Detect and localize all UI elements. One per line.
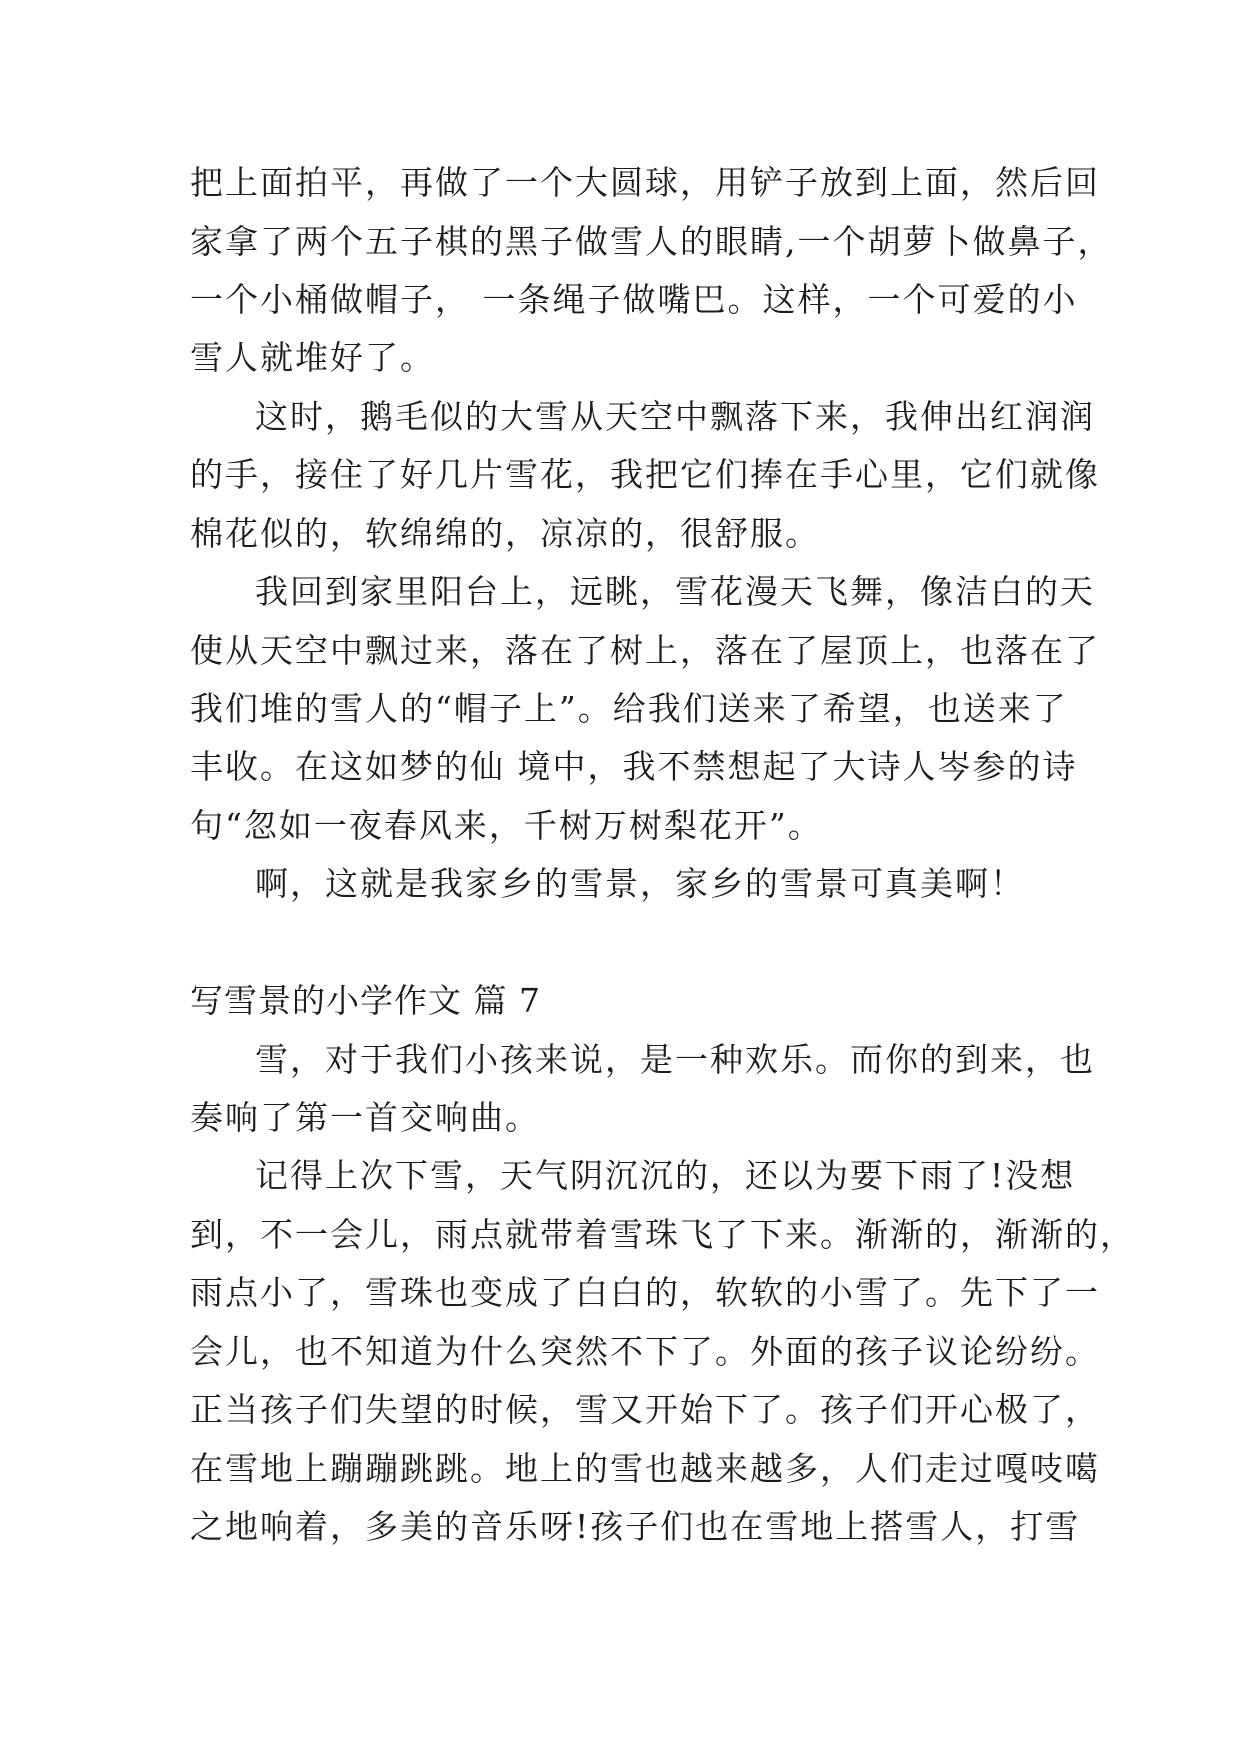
paragraph-line: 啊，这就是我家乡的雪景，家乡的雪景可真美啊！	[255, 864, 1025, 903]
paragraph-line: 丰收。在这如梦的仙 境中，我不禁想起了大诗人岑参的诗	[190, 747, 1078, 786]
paragraph-line: 句“忽如一夜春风来，千树万树梨花开”。	[190, 806, 823, 845]
paragraph-line: 使从天空中飘过来，落在了树上，落在了屋顶上，也落在了	[190, 631, 1100, 670]
paragraph-line: 奏响了第一首交响曲。	[190, 1098, 540, 1137]
paragraph-line: 之地响着，多美的音乐呀!孩子们也在雪地上搭雪人，打雪	[190, 1507, 1081, 1546]
paragraph-line: 家拿了两个五子棋的黑子做雪人的眼睛,一个胡萝卜做鼻子，	[190, 222, 1113, 261]
paragraph-line: 记得上次下雪，天气阴沉沉的，还以为要下雨了!没想	[255, 1156, 1076, 1195]
paragraph-line: 会儿，也不知道为什么突然不下了。外面的孩子议论纷纷。	[190, 1332, 1100, 1371]
section-heading: 写雪景的小学作文 篇 7	[190, 981, 541, 1020]
paragraph-line: 雪人就堆好了。	[190, 338, 435, 377]
paragraph-line: 雪，对于我们小孩来说，是一种欢乐。而你的到来，也	[255, 1040, 1095, 1079]
paragraph-line: 把上面拍平，再做了一个大圆球，用铲子放到上面，然后回	[190, 163, 1100, 202]
paragraph-line: 雨点小了，雪珠也变成了白白的，软软的小雪了。先下了一	[190, 1273, 1100, 1312]
paragraph-line: 在雪地上蹦蹦跳跳。地上的雪也越来越多，人们走过嘎吱噶	[190, 1449, 1100, 1488]
paragraph-line: 到，不一会儿，雨点就带着雪珠飞了下来。渐渐的，渐渐的，	[190, 1215, 1135, 1254]
paragraph-line: 我们堆的雪人的“帽子上”。给我们送来了希望，也送来了	[190, 689, 1068, 728]
paragraph-line: 一个小桶做帽子， 一条绳子做嘴巴。这样，一个可爱的小	[190, 280, 1078, 319]
paragraph-line: 我回到家里阳台上，远眺，雪花漫天飞舞，像洁白的天	[255, 572, 1095, 611]
paragraph-line: 的手，接住了好几片雪花，我把它们捧在手心里，它们就像	[190, 455, 1100, 494]
paragraph-line: 正当孩子们失望的时候，雪又开始下了。孩子们开心极了，	[190, 1390, 1100, 1429]
paragraph-line: 这时，鹅毛似的大雪从天空中飘落下来，我伸出红润润	[255, 397, 1095, 436]
paragraph-line: 棉花似的，软绵绵的，凉凉的，很舒服。	[190, 514, 820, 553]
